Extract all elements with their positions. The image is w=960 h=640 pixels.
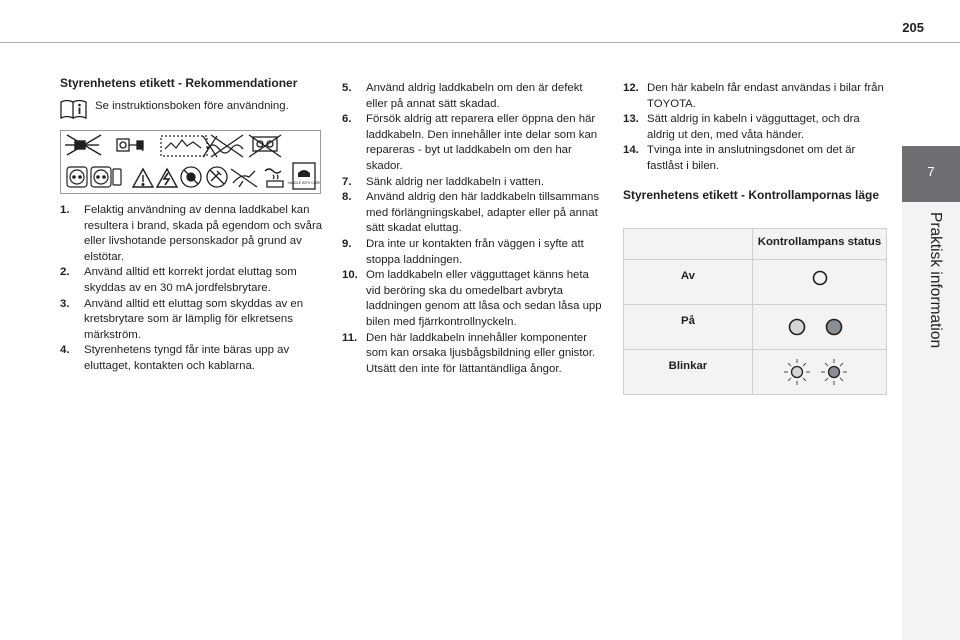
list-item: 5. Använd aldrig laddkabeln om den är defekt eller på annat sätt skadad. <box>342 82 583 110</box>
list-item: 3. Använd alltid ett eluttag som skyddas av en kretsbrytare som är lämplig för elkretsens märkström. <box>60 297 304 341</box>
no-pull-icon <box>249 135 281 157</box>
chapter-title: Praktisk information <box>927 212 944 349</box>
book-icon <box>60 99 88 119</box>
lamp-status-table <box>623 228 887 395</box>
lamp-status-heading: Styrenhetens etikett - Kontrollampornas läge <box>623 188 880 202</box>
no-spray-icon <box>181 167 201 187</box>
handle-with-care-icon <box>288 163 320 189</box>
table-row <box>624 304 887 349</box>
row-label: På <box>624 304 753 349</box>
table-corner-cell <box>624 229 753 260</box>
list-item: 9. Dra inte ur kontakten från väggen i syfte att stoppa laddningen. <box>342 237 584 266</box>
list-item: 2. Använd alltid ett korrekt jordat eluttag som skyddas av en 30 mA jordfelsbrytare. <box>60 266 297 294</box>
list-item: 12. Den här kabeln får endast användas i bilar från TOYOTA. <box>623 82 884 110</box>
warning-icon <box>133 169 153 187</box>
chapter-tab[interactable] <box>902 146 960 202</box>
page-number: 205 <box>902 20 924 35</box>
table-header: Kontrollampans status <box>752 229 886 260</box>
list-item: 4. Styrenhetens tyngd får inte bäras upp av eluttaget, kontakten och kablarna. <box>60 344 290 372</box>
list-item: 6. Försök aldrig att reparera eller öppna den här laddkabeln. Den innehåller inte delar som kan repareras - byt ut laddkabeln om den har skador. <box>342 113 598 172</box>
list-item: 10. Om laddkabeln eller vägguttaget känns heta vid beröring ska du omedelbart avbryta laddningen genom att låsa och sedan låsa upp bilen med fjärrkontrollnyckeln. <box>342 269 602 328</box>
no-steam-icon <box>265 169 283 187</box>
no-water-icon <box>207 135 243 157</box>
recommendation-list-1 <box>60 203 326 375</box>
lamp-on-icon <box>753 305 887 349</box>
header-divider <box>0 42 960 43</box>
list-item: 13. Sätt aldrig in kabeln i vägguttaget, och dra aldrig ut den, med våta händer. <box>623 113 860 141</box>
read-manual-text: Se instruktionsboken före användning. <box>95 100 289 112</box>
no-extension-cord-icon <box>65 135 101 155</box>
table-row <box>624 349 887 394</box>
warning-label-image <box>60 130 321 194</box>
grounded-socket-icon <box>67 167 87 187</box>
row-label: Blinkar <box>624 349 753 394</box>
no-wet-hands-icon <box>231 169 257 187</box>
lamp-off-icon <box>753 260 887 304</box>
rcd-socket-icon <box>91 167 121 187</box>
row-label: Av <box>624 259 753 304</box>
electric-hazard-icon <box>157 169 177 187</box>
list-item: 7. Sänk aldrig ner laddkabeln i vatten. <box>342 175 544 188</box>
chapter-number: 7 <box>927 164 935 179</box>
list-item: 1. Felaktig användning av denna laddkabel kan resultera i brand, skada på egendom och svåra eller livshotande personskador på grund av elstötar. <box>60 204 323 263</box>
list-item: 11. Den här laddkabeln innehåller komponenter som kan orsaka ljusbågsbildning eller gnistor. Utsätt den inte för lättantändliga ångor. <box>342 331 596 375</box>
no-repair-icon <box>207 167 227 187</box>
recommendations-heading: Styrenhetens etikett - Rekommendationer <box>60 76 298 90</box>
table-row <box>624 259 887 304</box>
lamp-blinking-icon <box>753 350 887 394</box>
no-adapter-icon <box>117 139 143 151</box>
handle-with-care-text: HANDLE WITH CARE <box>287 181 320 185</box>
recommendation-list-3 <box>623 81 885 175</box>
list-item: 8. Använd aldrig den här laddkabeln tillsammans med förlängningskabel, adapter eller på annat sätt skadat eluttag. <box>342 191 600 235</box>
recommendation-list-2 <box>342 81 605 377</box>
list-item: 14. Tvinga inte in anslutningsdonet om det är fastlåst i bilen. <box>623 144 856 172</box>
